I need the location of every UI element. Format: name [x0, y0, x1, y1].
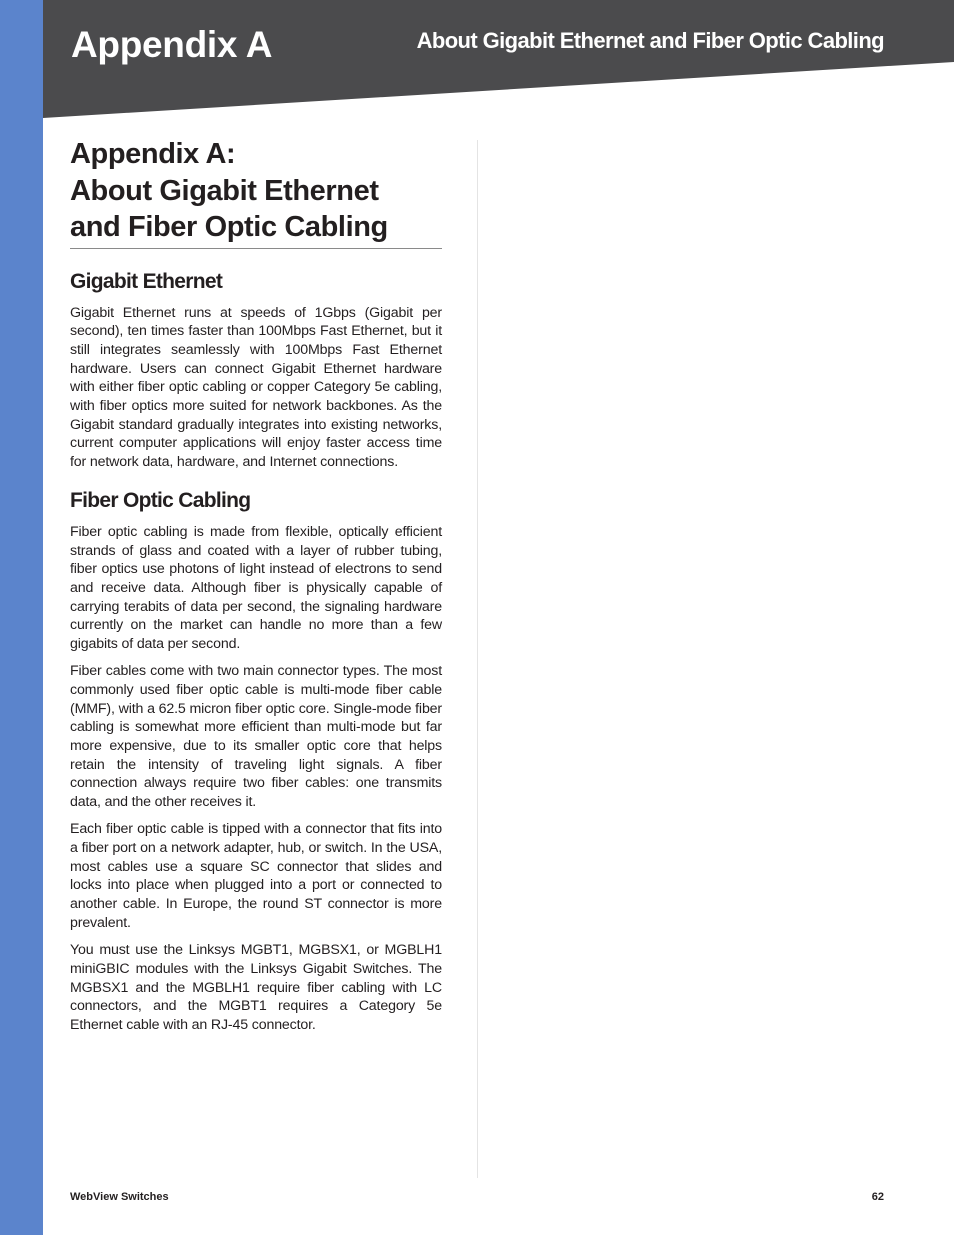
- paragraph: You must use the Linksys MGBT1, MGBSX1, or MGBLH1 miniGBIC modules with the Linksys Gigabit Switches. The MGBSX1 and the MGBLH1 require fiber cabling with LC connectors, and the MGBT1 requires a Category 5e Ethernet cable with an RJ-45 connector.: [70, 942, 442, 1033]
- chapter-title: Appendix A: [71, 24, 273, 65]
- paragraph: Each fiber optic cable is tipped with a connector that fits into a fiber port on a network adapter, hub, or switch. In the USA, most cables use a square SC connector that slides and locks into place when plugged into a port or connected to another cable. In Europe, the round ST connector is more prevalent.: [70, 821, 442, 931]
- column-divider: [477, 140, 478, 1178]
- footer-product-name: WebView Switches: [70, 1191, 169, 1203]
- paragraph: Fiber cables come with two main connector types. The most commonly used fiber optic cable is multi-mode fiber cable (MMF), with a 62.5 micron fiber optic core. Single-mode fiber cabling is somewhat more efficient than multi-mode but far more expensive, due to its smaller optic core that helps retain the intensity of traveling light signals. A fiber connection always require two fiber cables: one transmits data, and the other receives it.: [70, 663, 442, 811]
- page-title-line: and Fiber Optic Cabling: [70, 211, 388, 243]
- page-title-line: Appendix A:: [70, 138, 236, 170]
- section-heading-fiber-optic-cabling: Fiber Optic Cabling: [70, 488, 251, 512]
- section-heading-gigabit-ethernet: Gigabit Ethernet: [70, 269, 223, 293]
- footer-page-number: 62: [871, 1191, 884, 1203]
- main-content: [70, 136, 442, 1043]
- paragraph: Gigabit Ethernet runs at speeds of 1Gbps (Gigabit per second), ten times faster than 100Mbps Fast Ethernet, but it still integrates seamlessly with 100Mbps Fast Ethernet hardware. Users can connect Gigabit Ethernet hardware with either fiber optic cabling or copper Category 5e cabling, with fiber optics more suited for network backbones. As the Gigabit standard gradually integrates into existing networks, current computer applications will enjoy faster access time for network data, hardware, and Internet connections.: [70, 304, 442, 471]
- page-title-line: About Gigabit Ethernet: [70, 174, 379, 207]
- paragraph: Fiber optic cabling is made from flexible, optically efficient strands of glass and coated with a layer of rubber tubing, fiber optics use photons of light instead of electrons to send and receive data. Although fiber is physically capable of carrying terabits of data per second, the signaling hardware currently on the market can handle no more than a few gigabits of data per second.: [70, 523, 442, 653]
- left-accent-bar: [0, 0, 43, 1235]
- running-header-title: About Gigabit Ethernet and Fiber Optic Cabling: [416, 28, 884, 53]
- page-title: [70, 136, 442, 249]
